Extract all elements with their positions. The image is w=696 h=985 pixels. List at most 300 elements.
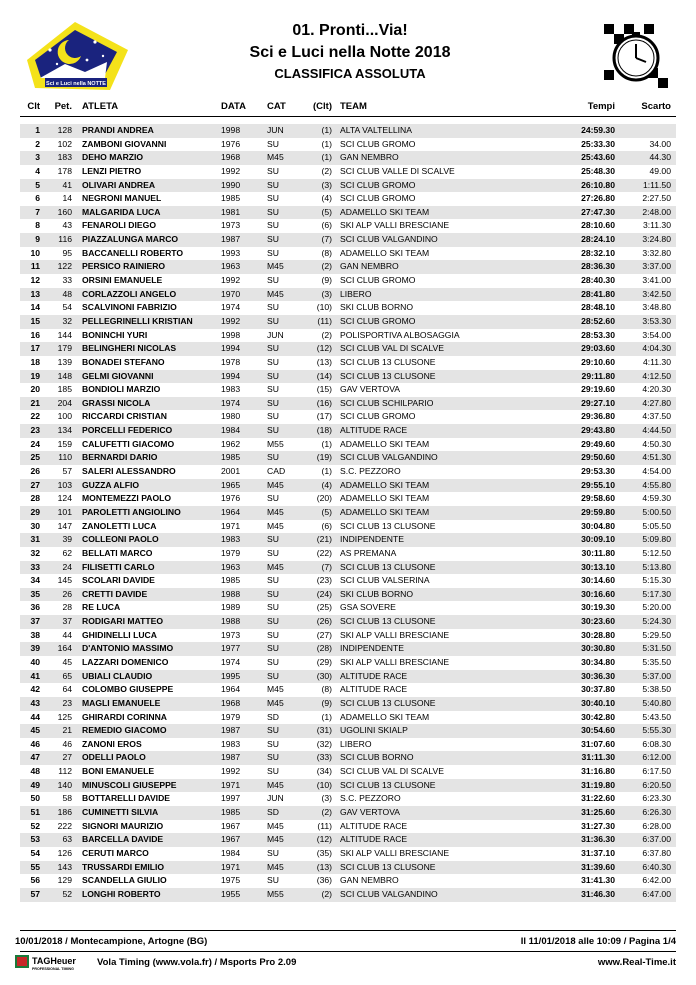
cell-scarto: 6:23.30 xyxy=(642,793,671,804)
footer-timing: Vola Timing (www.vola.fr) / Msports Pro 2.09 xyxy=(97,957,297,968)
table-row xyxy=(0,874,696,888)
cell-clt-cat: (9) xyxy=(321,697,332,708)
cell-pet: 37 xyxy=(62,616,72,627)
cell-cat: SD xyxy=(267,807,279,818)
table-row xyxy=(0,738,696,752)
cell-data: 1992 xyxy=(221,165,241,176)
cell-atleta: OLIVARI ANDREA xyxy=(82,179,156,190)
cell-pet: 222 xyxy=(57,820,72,831)
cell-atleta: SCALVINONI FABRIZIO xyxy=(82,302,177,313)
cell-team: GAV VERTOVA xyxy=(340,384,401,395)
col-scarto: Scarto xyxy=(641,101,671,112)
cell-data: 1975 xyxy=(221,875,241,886)
cell-pet: 148 xyxy=(57,370,72,381)
cell-data: 1964 xyxy=(221,684,241,695)
event-title: 01. Pronti...Via! xyxy=(292,22,408,39)
cell-tempi: 28:32.10 xyxy=(581,247,615,258)
cell-pet: 101 xyxy=(57,506,72,517)
table-row xyxy=(0,547,696,561)
table-row xyxy=(0,711,696,725)
event-logo xyxy=(25,20,130,92)
cell-scarto: 3:54.00 xyxy=(642,329,671,340)
cell-pet: 102 xyxy=(57,138,72,149)
cell-clt-cat: (7) xyxy=(321,234,332,245)
cell-data: 1998 xyxy=(221,125,241,135)
cell-tempi: 30:40.10 xyxy=(581,697,615,708)
cell-scarto: 49.00 xyxy=(649,165,671,176)
cell-atleta: D'ANTONIO MASSIMO xyxy=(82,643,174,654)
cell-atleta: BERNARDI DARIO xyxy=(82,452,158,463)
table-row xyxy=(0,847,696,861)
cell-scarto: 4:27.80 xyxy=(642,397,671,408)
cell-clt: 11 xyxy=(30,261,40,272)
cell-team: ALTITUDE RACE xyxy=(340,820,408,831)
cell-clt: 10 xyxy=(30,247,40,258)
cell-atleta: SIGNORI MAURIZIO xyxy=(82,820,164,831)
cell-data: 1974 xyxy=(221,397,241,408)
table-row xyxy=(0,424,696,438)
cell-data: 1962 xyxy=(221,438,241,449)
cell-cat: SU xyxy=(267,411,279,422)
cell-scarto: 3:41.00 xyxy=(642,275,671,286)
cell-atleta: FENAROLI DIEGO xyxy=(82,220,157,231)
cell-scarto: 5:55.30 xyxy=(642,725,671,736)
cell-scarto: 4:11.30 xyxy=(642,356,671,367)
cell-atleta: BONINCHI YURI xyxy=(82,329,148,340)
cell-pet: 23 xyxy=(62,697,72,708)
cell-data: 1992 xyxy=(221,275,241,286)
cell-tempi: 31:16.80 xyxy=(581,766,615,777)
cell-clt-cat: (24) xyxy=(316,588,332,599)
cell-atleta: DEHO MARZIO xyxy=(82,152,144,163)
cell-tempi: 30:11.80 xyxy=(581,547,615,558)
cell-clt-cat: (25) xyxy=(316,602,332,613)
cell-atleta: ZANONI EROS xyxy=(82,738,142,749)
cell-scarto: 5:24.30 xyxy=(642,616,671,627)
cell-clt-cat: (19) xyxy=(316,452,332,463)
cell-pet: 27 xyxy=(62,752,72,763)
cell-clt: 52 xyxy=(30,820,40,831)
cell-cat: M45 xyxy=(267,861,284,872)
cell-team: SCI CLUB VALGANDINO xyxy=(340,452,438,463)
table-row xyxy=(0,888,696,902)
cell-scarto: 3:37.00 xyxy=(642,261,671,272)
cell-pet: 186 xyxy=(57,807,72,818)
cell-cat: SU xyxy=(267,643,279,654)
cell-tempi: 31:36.30 xyxy=(581,834,615,845)
cell-tempi: 27:26.80 xyxy=(581,193,615,204)
cell-data: 1973 xyxy=(221,629,241,640)
table-row xyxy=(0,383,696,397)
cell-tempi: 31:37.10 xyxy=(581,847,615,858)
cell-tempi: 31:39.60 xyxy=(581,861,615,872)
cell-team: ADAMELLO SKI TEAM xyxy=(340,438,430,449)
cell-atleta: MAGLI EMANUELE xyxy=(82,697,161,708)
cell-scarto: 4:54.00 xyxy=(642,466,671,477)
cell-data: 1983 xyxy=(221,534,241,545)
cell-team: SCI CLUB GROMO xyxy=(340,411,416,422)
cell-data: 1983 xyxy=(221,384,241,395)
cell-tempi: 30:13.10 xyxy=(581,561,615,572)
cell-cat: SU xyxy=(267,138,279,149)
cell-scarto: 6:42.00 xyxy=(642,875,671,886)
cell-clt-cat: (12) xyxy=(316,343,332,354)
cell-cat: SU xyxy=(267,656,279,667)
cell-pet: 100 xyxy=(57,411,72,422)
cell-cat: SU xyxy=(267,275,279,286)
table-row xyxy=(0,124,696,138)
cell-tempi: 27:47.30 xyxy=(581,206,615,217)
cell-data: 1994 xyxy=(221,343,241,354)
cell-team: SCI CLUB 13 CLUSONE xyxy=(340,861,436,872)
cell-atleta: CUMINETTI SILVIA xyxy=(82,807,159,818)
cell-clt: 30 xyxy=(30,520,40,531)
cell-team: GAV VERTOVA xyxy=(340,807,401,818)
cell-data: 1985 xyxy=(221,193,241,204)
cell-atleta: PAROLETTI ANGIOLINO xyxy=(82,506,181,517)
cell-clt-cat: (32) xyxy=(316,738,332,749)
cell-tempi: 26:10.80 xyxy=(581,179,615,190)
cell-clt: 1 xyxy=(35,125,40,135)
cell-tempi: 30:28.80 xyxy=(581,629,615,640)
cell-pet: 63 xyxy=(62,834,72,845)
cell-cat: SU xyxy=(267,384,279,395)
cell-data: 1968 xyxy=(221,152,241,163)
col-tempi: Tempi xyxy=(587,101,615,112)
cell-cat: SU xyxy=(267,220,279,231)
cell-clt: 17 xyxy=(30,343,40,354)
cell-tempi: 29:59.80 xyxy=(581,506,615,517)
cell-pet: 145 xyxy=(57,575,72,586)
cell-clt: 39 xyxy=(30,643,40,654)
cell-team: SCI CLUB VALLE DI SCALVE xyxy=(340,165,455,176)
cell-scarto: 2:48.00 xyxy=(642,206,671,217)
cell-team: INDIPENDENTE xyxy=(340,534,404,545)
cell-pet: 57 xyxy=(62,466,72,477)
cell-tempi: 28:40.30 xyxy=(581,275,615,286)
cell-clt: 8 xyxy=(35,220,40,231)
cell-clt-cat: (3) xyxy=(321,179,332,190)
cell-tempi: 24:59.30 xyxy=(581,125,615,135)
cell-team: SCI CLUB VAL DI SCALVE xyxy=(340,343,444,354)
cell-clt-cat: (6) xyxy=(321,220,332,231)
cell-scarto: 5:12.50 xyxy=(642,547,671,558)
cell-cat: M45 xyxy=(267,697,284,708)
cell-team: ALTA VALTELLINA xyxy=(340,125,412,135)
cell-clt-cat: (23) xyxy=(316,575,332,586)
cell-pet: 185 xyxy=(57,384,72,395)
cell-clt-cat: (3) xyxy=(321,288,332,299)
table-row xyxy=(0,765,696,779)
cell-atleta: ZAMBONI GIOVANNI xyxy=(82,138,167,149)
cell-cat: SU xyxy=(267,534,279,545)
cell-cat: JUN xyxy=(267,793,284,804)
footer-page: Il 11/01/2018 alle 10:09 / Pagina 1/4 xyxy=(520,936,676,947)
cell-clt-cat: (4) xyxy=(321,479,332,490)
cell-clt: 26 xyxy=(30,466,40,477)
col-atleta: ATLETA xyxy=(82,101,119,112)
cell-tempi: 30:54.60 xyxy=(581,725,615,736)
cell-team: SCI CLUB GROMO xyxy=(340,193,416,204)
cell-cat: SU xyxy=(267,356,279,367)
cell-atleta: PERSICO RAINIERO xyxy=(82,261,166,272)
cell-clt-cat: (27) xyxy=(316,629,332,640)
cell-clt: 25 xyxy=(30,452,40,463)
table-row xyxy=(0,861,696,875)
cell-scarto: 44.30 xyxy=(649,152,671,163)
cell-scarto: 3:24.80 xyxy=(642,234,671,245)
cell-cat: SU xyxy=(267,875,279,886)
cell-team: SCI CLUB VALSERINA xyxy=(340,575,430,586)
cell-team: GAN NEMBRO xyxy=(340,261,399,272)
cell-clt-cat: (4) xyxy=(321,193,332,204)
table-row xyxy=(0,697,696,711)
cell-pet: 116 xyxy=(58,234,72,245)
cell-tempi: 31:11.30 xyxy=(581,752,615,763)
cell-scarto: 5:17.30 xyxy=(642,588,671,599)
cell-team: SCI CLUB 13 CLUSONE xyxy=(340,520,436,531)
cell-tempi: 31:46.30 xyxy=(581,888,615,899)
cell-clt: 21 xyxy=(30,397,40,408)
cell-atleta: GELMI GIOVANNI xyxy=(82,370,154,381)
cell-team: SCI CLUB 13 CLUSONE xyxy=(340,370,436,381)
cell-atleta: LAZZARI DOMENICO xyxy=(82,656,169,667)
title-block xyxy=(150,20,550,84)
cell-scarto: 5:09.80 xyxy=(642,534,671,545)
cell-pet: 112 xyxy=(58,766,72,777)
cell-tempi: 28:24.10 xyxy=(581,234,615,245)
cell-clt: 12 xyxy=(30,275,40,286)
cell-pet: 160 xyxy=(57,206,72,217)
cell-pet: 140 xyxy=(57,779,72,790)
header-rule xyxy=(20,116,676,117)
cell-atleta: REMEDIO GIACOMO xyxy=(82,725,167,736)
cell-tempi: 29:19.60 xyxy=(581,384,615,395)
col-cat: CAT xyxy=(267,101,286,112)
cell-cat: SU xyxy=(267,493,279,504)
cell-scarto: 5:40.80 xyxy=(642,697,671,708)
cell-team: SKI ALP VALLI BRESCIANE xyxy=(340,847,450,858)
cell-cat: SU xyxy=(267,670,279,681)
cell-clt-cat: (11) xyxy=(317,315,332,326)
cell-clt: 41 xyxy=(30,670,40,681)
cell-atleta: ODELLI PAOLO xyxy=(82,752,146,763)
cell-pet: 58 xyxy=(62,793,72,804)
cell-clt-cat: (30) xyxy=(316,670,332,681)
cell-atleta: GHIRARDI CORINNA xyxy=(82,711,167,722)
footer-info xyxy=(0,936,696,950)
cell-clt: 5 xyxy=(35,179,40,190)
cell-pet: 43 xyxy=(62,220,72,231)
tag-brand: TAGHeuer xyxy=(32,956,76,966)
col-pet: Pet. xyxy=(54,101,72,112)
cell-team: ADAMELLO SKI TEAM xyxy=(340,493,430,504)
cell-tempi: 31:07.60 xyxy=(581,738,615,749)
table-row xyxy=(0,410,696,424)
cell-pet: 143 xyxy=(57,861,72,872)
cell-cat: SD xyxy=(267,711,279,722)
table-row xyxy=(0,315,696,329)
cell-data: 1988 xyxy=(221,616,241,627)
footer-rule-2 xyxy=(20,951,676,952)
cell-cat: SU xyxy=(267,247,279,258)
cell-atleta: GHIDINELLI LUCA xyxy=(82,629,157,640)
cell-pet: 28 xyxy=(62,602,72,613)
cell-scarto: 3:32.80 xyxy=(642,247,671,258)
cell-atleta: GRASSI NICOLA xyxy=(82,397,151,408)
cell-clt: 18 xyxy=(30,356,40,367)
cell-tempi: 30:23.60 xyxy=(581,616,615,627)
real-time-logo xyxy=(600,20,672,92)
cell-data: 1971 xyxy=(221,861,241,872)
table-row xyxy=(0,492,696,506)
cell-team: UGOLINI SKIALP xyxy=(340,725,408,736)
cell-atleta: ZANOLETTI LUCA xyxy=(82,520,157,531)
cell-pet: 24 xyxy=(62,561,72,572)
cell-atleta: CERUTI MARCO xyxy=(82,847,149,858)
cell-clt: 57 xyxy=(30,888,40,899)
cell-clt: 33 xyxy=(30,561,40,572)
cell-pet: 32 xyxy=(62,315,72,326)
cell-tempi: 30:09.10 xyxy=(581,534,615,545)
cell-clt: 37 xyxy=(30,616,40,627)
cell-scarto: 3:11.30 xyxy=(642,220,671,231)
table-row xyxy=(0,601,696,615)
cell-clt-cat: (9) xyxy=(321,275,332,286)
cell-pet: 147 xyxy=(57,520,72,531)
col-clt-cat: (Clt) xyxy=(313,101,332,112)
cell-cat: M45 xyxy=(267,152,284,163)
cell-atleta: LENZI PIETRO xyxy=(82,165,142,176)
cell-team: SCI CLUB 13 CLUSONE xyxy=(340,779,436,790)
cell-cat: M45 xyxy=(267,288,284,299)
cell-tempi: 25:33.30 xyxy=(581,138,615,149)
cell-data: 1981 xyxy=(221,206,241,217)
cell-clt: 55 xyxy=(30,861,40,872)
cell-tempi: 30:16.60 xyxy=(581,588,615,599)
cell-team: SKI ALP VALLI BRESCIANE xyxy=(340,629,450,640)
cell-cat: M45 xyxy=(267,834,284,845)
tag-sub: PROFESSIONAL TIMING xyxy=(32,967,74,971)
cell-cat: SU xyxy=(267,397,279,408)
cell-pet: 178 xyxy=(57,165,72,176)
cell-clt-cat: (8) xyxy=(321,684,332,695)
cell-scarto: 5:37.00 xyxy=(642,670,671,681)
table-row xyxy=(0,247,696,261)
table-row xyxy=(0,165,696,179)
cell-pet: 44 xyxy=(62,629,72,640)
cell-scarto: 4:20.30 xyxy=(642,384,671,395)
cell-scarto: 1:11.50 xyxy=(642,179,671,190)
cell-clt-cat: (7) xyxy=(321,561,332,572)
cell-cat: SU xyxy=(267,738,279,749)
table-row xyxy=(0,356,696,370)
cell-scarto: 6:37.80 xyxy=(642,847,671,858)
cell-pet: 33 xyxy=(62,275,72,286)
cell-clt: 49 xyxy=(30,779,40,790)
table-row xyxy=(0,806,696,820)
cell-scarto: 5:00.50 xyxy=(642,506,671,517)
cell-team: GAN NEMBRO xyxy=(340,875,399,886)
col-clt: Clt xyxy=(27,101,40,112)
table-row xyxy=(0,683,696,697)
cell-cat: M45 xyxy=(267,779,284,790)
cell-clt-cat: (35) xyxy=(316,847,332,858)
cell-pet: 122 xyxy=(57,261,72,272)
cell-clt-cat: (1) xyxy=(321,438,332,449)
cell-clt: 46 xyxy=(30,738,40,749)
cell-team: LIBERO xyxy=(340,288,372,299)
cell-pet: 179 xyxy=(57,343,72,354)
cell-pet: 52 xyxy=(62,888,72,899)
cell-cat: SU xyxy=(267,425,279,436)
results-table xyxy=(0,124,696,902)
cell-clt: 54 xyxy=(30,847,40,858)
cell-scarto: 5:05.50 xyxy=(642,520,671,531)
cell-tempi: 31:22.60 xyxy=(581,793,615,804)
cell-clt: 43 xyxy=(30,697,40,708)
cell-atleta: ORSINI EMANUELE xyxy=(82,275,163,286)
footer-rule xyxy=(20,930,676,931)
column-headers xyxy=(0,101,696,117)
cell-clt: 16 xyxy=(30,329,40,340)
cell-clt-cat: (8) xyxy=(321,247,332,258)
cell-clt-cat: (3) xyxy=(321,793,332,804)
cell-pet: 95 xyxy=(62,247,72,258)
cell-team: INDIPENDENTE xyxy=(340,643,404,654)
cell-scarto: 3:48.80 xyxy=(642,302,671,313)
cell-scarto: 6:47.00 xyxy=(642,888,671,899)
cell-scarto: 5:35.50 xyxy=(642,656,671,667)
footer-website[interactable]: www.Real-Time.it xyxy=(597,957,676,968)
cell-clt-cat: (34) xyxy=(316,766,332,777)
cell-cat: M45 xyxy=(267,820,284,831)
cell-pet: 183 xyxy=(57,152,72,163)
cell-clt: 7 xyxy=(35,206,40,217)
cell-clt: 20 xyxy=(30,384,40,395)
cell-team: ADAMELLO SKI TEAM xyxy=(340,479,430,490)
cell-scarto: 2:27.50 xyxy=(642,193,671,204)
col-data: DATA xyxy=(221,101,246,112)
cell-team: SCI CLUB GROMO xyxy=(340,138,416,149)
cell-pet: 26 xyxy=(62,588,72,599)
cell-team: ADAMELLO SKI TEAM xyxy=(340,506,430,517)
cell-clt: 51 xyxy=(30,807,40,818)
cell-pet: 164 xyxy=(57,643,72,654)
cell-clt-cat: (12) xyxy=(316,834,332,845)
cell-atleta: BONDIOLI MARZIO xyxy=(82,384,161,395)
cell-clt: 2 xyxy=(35,138,40,149)
footer-date-place: 10/01/2018 / Montecampione, Artogne (BG) xyxy=(15,936,208,947)
table-row xyxy=(0,274,696,288)
cell-tempi: 29:36.80 xyxy=(581,411,615,422)
cell-clt: 44 xyxy=(30,711,40,722)
cell-scarto: 4:51.30 xyxy=(642,452,671,463)
table-row xyxy=(0,342,696,356)
cell-pet: 144 xyxy=(57,329,72,340)
cell-data: 1970 xyxy=(221,288,241,299)
cell-team: SCI CLUB BORNO xyxy=(340,752,414,763)
cell-scarto: 4:04.30 xyxy=(642,343,671,354)
cell-cat: M45 xyxy=(267,561,284,572)
cell-atleta: BACCANELLI ROBERTO xyxy=(82,247,184,258)
cell-cat: M45 xyxy=(267,684,284,695)
cell-cat: SU xyxy=(267,725,279,736)
table-row xyxy=(0,588,696,602)
cell-clt: 6 xyxy=(35,193,40,204)
cell-tempi: 29:50.60 xyxy=(581,452,615,463)
cell-pet: 129 xyxy=(57,875,72,886)
